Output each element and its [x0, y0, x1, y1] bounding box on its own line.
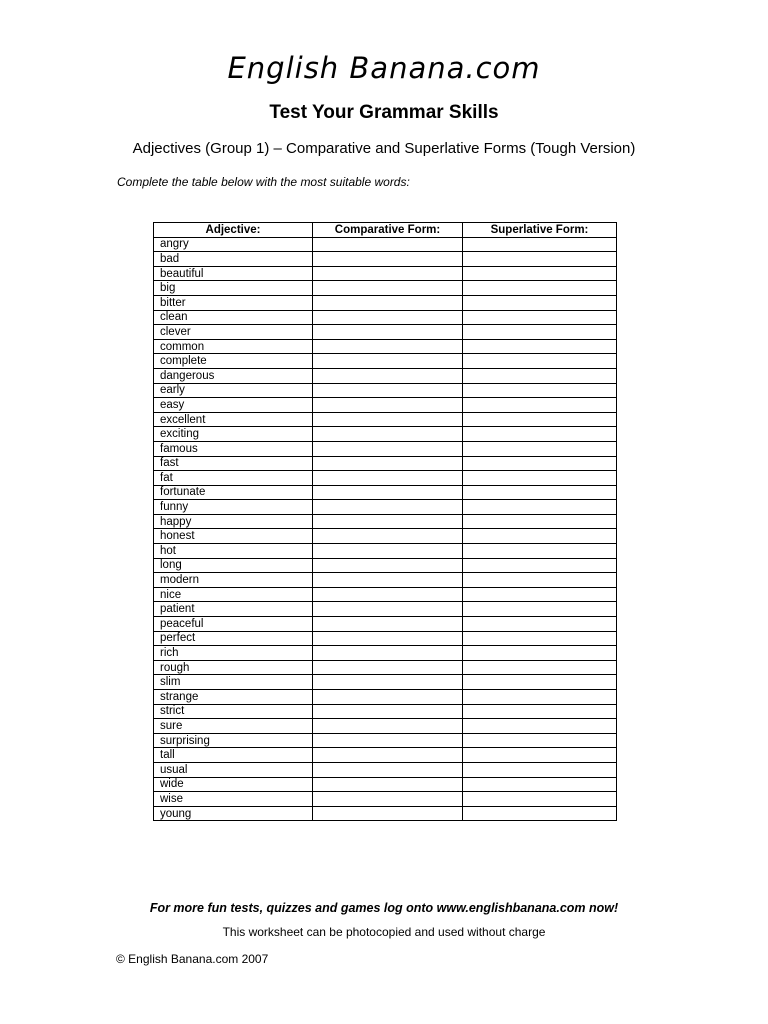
adjective-cell: common: [154, 339, 313, 354]
comparative-answer-cell: [313, 368, 463, 383]
copyright-text: © English Banana.com 2007: [116, 952, 269, 966]
adjective-cell: funny: [154, 500, 313, 515]
superlative-answer-cell: [463, 339, 617, 354]
comparative-answer-cell: [313, 529, 463, 544]
superlative-answer-cell: [463, 646, 617, 661]
comparative-answer-cell: [313, 266, 463, 281]
comparative-answer-cell: [313, 295, 463, 310]
table-row: [154, 281, 617, 296]
superlative-answer-cell: [463, 719, 617, 734]
comparative-answer-cell: [313, 617, 463, 632]
table-row: [154, 806, 617, 821]
superlative-answer-cell: [463, 471, 617, 486]
table-row: [154, 339, 617, 354]
table-row: [154, 266, 617, 281]
adjective-cell: happy: [154, 514, 313, 529]
adjective-cell: bitter: [154, 295, 313, 310]
table-row: [154, 514, 617, 529]
table-row: [154, 441, 617, 456]
superlative-answer-cell: [463, 617, 617, 632]
comparative-answer-cell: [313, 456, 463, 471]
table-row: [154, 368, 617, 383]
comparative-answer-cell: [313, 441, 463, 456]
comparative-answer-cell: [313, 660, 463, 675]
comparative-answer-cell: [313, 719, 463, 734]
table-row: [154, 295, 617, 310]
adjective-cell: patient: [154, 602, 313, 617]
table-row: [154, 325, 617, 340]
comparative-answer-cell: [313, 427, 463, 442]
comparative-answer-cell: [313, 646, 463, 661]
comparative-answer-cell: [313, 690, 463, 705]
page-title: Test Your Grammar Skills: [269, 102, 499, 123]
comparative-answer-cell: [313, 485, 463, 500]
adjective-cell: rough: [154, 660, 313, 675]
superlative-answer-cell: [463, 558, 617, 573]
superlative-answer-cell: [463, 368, 617, 383]
adjective-cell: bad: [154, 252, 313, 267]
superlative-answer-cell: [463, 514, 617, 529]
adjective-cell: early: [154, 383, 313, 398]
superlative-answer-cell: [463, 762, 617, 777]
adjective-cell: easy: [154, 398, 313, 413]
superlative-answer-cell: [463, 660, 617, 675]
comparative-answer-cell: [313, 514, 463, 529]
superlative-answer-cell: [463, 252, 617, 267]
superlative-answer-cell: [463, 295, 617, 310]
superlative-answer-cell: [463, 587, 617, 602]
table-row: [154, 675, 617, 690]
table-row: [154, 252, 617, 267]
adjective-cell: modern: [154, 573, 313, 588]
table-row: [154, 412, 617, 427]
comparative-answer-cell: [313, 762, 463, 777]
comparative-answer-cell: [313, 412, 463, 427]
adjective-cell: dangerous: [154, 368, 313, 383]
table-row: [154, 427, 617, 442]
photocopy-notice: This worksheet can be photocopied and used without charge: [222, 925, 546, 939]
table-header-row: [154, 223, 617, 238]
adjective-cell: slim: [154, 675, 313, 690]
adjective-cell: clean: [154, 310, 313, 325]
table-row: [154, 646, 617, 661]
adjective-cell: strange: [154, 690, 313, 705]
table-row: [154, 719, 617, 734]
column-header-adjective: Adjective:: [154, 223, 313, 238]
comparative-answer-cell: [313, 339, 463, 354]
adjective-cell: perfect: [154, 631, 313, 646]
superlative-answer-cell: [463, 237, 617, 252]
comparative-answer-cell: [313, 544, 463, 559]
column-header-comparative: Comparative Form:: [313, 223, 463, 238]
adjective-cell: long: [154, 558, 313, 573]
adjective-cell: fast: [154, 456, 313, 471]
superlative-answer-cell: [463, 383, 617, 398]
comparative-answer-cell: [313, 777, 463, 792]
table-row: [154, 529, 617, 544]
table-row: [154, 587, 617, 602]
comparative-answer-cell: [313, 602, 463, 617]
table-row: [154, 398, 617, 413]
table-row: [154, 354, 617, 369]
superlative-answer-cell: [463, 777, 617, 792]
superlative-answer-cell: [463, 281, 617, 296]
adjective-cell: fat: [154, 471, 313, 486]
superlative-answer-cell: [463, 456, 617, 471]
table-row: [154, 733, 617, 748]
superlative-answer-cell: [463, 266, 617, 281]
comparative-answer-cell: [313, 471, 463, 486]
table-body: [154, 237, 617, 821]
table-row: [154, 456, 617, 471]
superlative-answer-cell: [463, 354, 617, 369]
table-row: [154, 471, 617, 486]
superlative-answer-cell: [463, 544, 617, 559]
adjective-cell: strict: [154, 704, 313, 719]
adjective-cell: famous: [154, 441, 313, 456]
table-row: [154, 792, 617, 807]
comparative-answer-cell: [313, 806, 463, 821]
adjective-cell: honest: [154, 529, 313, 544]
comparative-answer-cell: [313, 748, 463, 763]
comparative-answer-cell: [313, 310, 463, 325]
comparative-answer-cell: [313, 675, 463, 690]
adjective-cell: rich: [154, 646, 313, 661]
comparative-answer-cell: [313, 587, 463, 602]
table-row: [154, 631, 617, 646]
comparative-answer-cell: [313, 573, 463, 588]
superlative-answer-cell: [463, 675, 617, 690]
comparative-answer-cell: [313, 704, 463, 719]
table-row: [154, 660, 617, 675]
superlative-answer-cell: [463, 398, 617, 413]
comparative-answer-cell: [313, 383, 463, 398]
adjective-cell: surprising: [154, 733, 313, 748]
comparative-answer-cell: [313, 354, 463, 369]
adjective-table: [153, 222, 617, 821]
table-row: [154, 558, 617, 573]
adjective-cell: young: [154, 806, 313, 821]
superlative-answer-cell: [463, 733, 617, 748]
comparative-answer-cell: [313, 733, 463, 748]
page-subtitle: Adjectives (Group 1) – Comparative and Superlative Forms (Tough Version): [132, 140, 636, 157]
superlative-answer-cell: [463, 602, 617, 617]
comparative-answer-cell: [313, 558, 463, 573]
adjective-cell: clever: [154, 325, 313, 340]
superlative-answer-cell: [463, 427, 617, 442]
adjective-cell: excellent: [154, 412, 313, 427]
promo-text: For more fun tests, quizzes and games log onto www.englishbanana.com now!: [149, 901, 619, 915]
column-header-superlative: Superlative Form:: [463, 223, 617, 238]
table-row: [154, 310, 617, 325]
superlative-answer-cell: [463, 806, 617, 821]
adjective-cell: peaceful: [154, 617, 313, 632]
adjective-cell: wise: [154, 792, 313, 807]
superlative-answer-cell: [463, 690, 617, 705]
table-row: [154, 704, 617, 719]
table-row: [154, 690, 617, 705]
adjective-cell: exciting: [154, 427, 313, 442]
comparative-answer-cell: [313, 325, 463, 340]
superlative-answer-cell: [463, 748, 617, 763]
adjective-cell: usual: [154, 762, 313, 777]
superlative-answer-cell: [463, 704, 617, 719]
superlative-answer-cell: [463, 573, 617, 588]
table-row: [154, 777, 617, 792]
table-row: [154, 617, 617, 632]
adjective-cell: tall: [154, 748, 313, 763]
adjective-cell: nice: [154, 587, 313, 602]
table-row: [154, 748, 617, 763]
superlative-answer-cell: [463, 441, 617, 456]
comparative-answer-cell: [313, 398, 463, 413]
adjective-cell: sure: [154, 719, 313, 734]
superlative-answer-cell: [463, 529, 617, 544]
comparative-answer-cell: [313, 237, 463, 252]
adjective-cell: big: [154, 281, 313, 296]
comparative-answer-cell: [313, 792, 463, 807]
table-row: [154, 573, 617, 588]
adjective-cell: wide: [154, 777, 313, 792]
adjective-cell: beautiful: [154, 266, 313, 281]
instruction-text: Complete the table below with the most suitable words:: [117, 175, 410, 189]
site-logo: English Banana.com: [227, 51, 541, 85]
adjective-cell: complete: [154, 354, 313, 369]
adjective-cell: angry: [154, 237, 313, 252]
adjective-cell: fortunate: [154, 485, 313, 500]
superlative-answer-cell: [463, 500, 617, 515]
table-row: [154, 237, 617, 252]
adjective-cell: hot: [154, 544, 313, 559]
superlative-answer-cell: [463, 792, 617, 807]
comparative-answer-cell: [313, 631, 463, 646]
superlative-answer-cell: [463, 325, 617, 340]
comparative-answer-cell: [313, 500, 463, 515]
superlative-answer-cell: [463, 485, 617, 500]
table-row: [154, 500, 617, 515]
comparative-answer-cell: [313, 281, 463, 296]
superlative-answer-cell: [463, 631, 617, 646]
table-row: [154, 383, 617, 398]
comparative-answer-cell: [313, 252, 463, 267]
superlative-answer-cell: [463, 310, 617, 325]
table-row: [154, 762, 617, 777]
superlative-answer-cell: [463, 412, 617, 427]
table-row: [154, 602, 617, 617]
table-row: [154, 485, 617, 500]
table-row: [154, 544, 617, 559]
